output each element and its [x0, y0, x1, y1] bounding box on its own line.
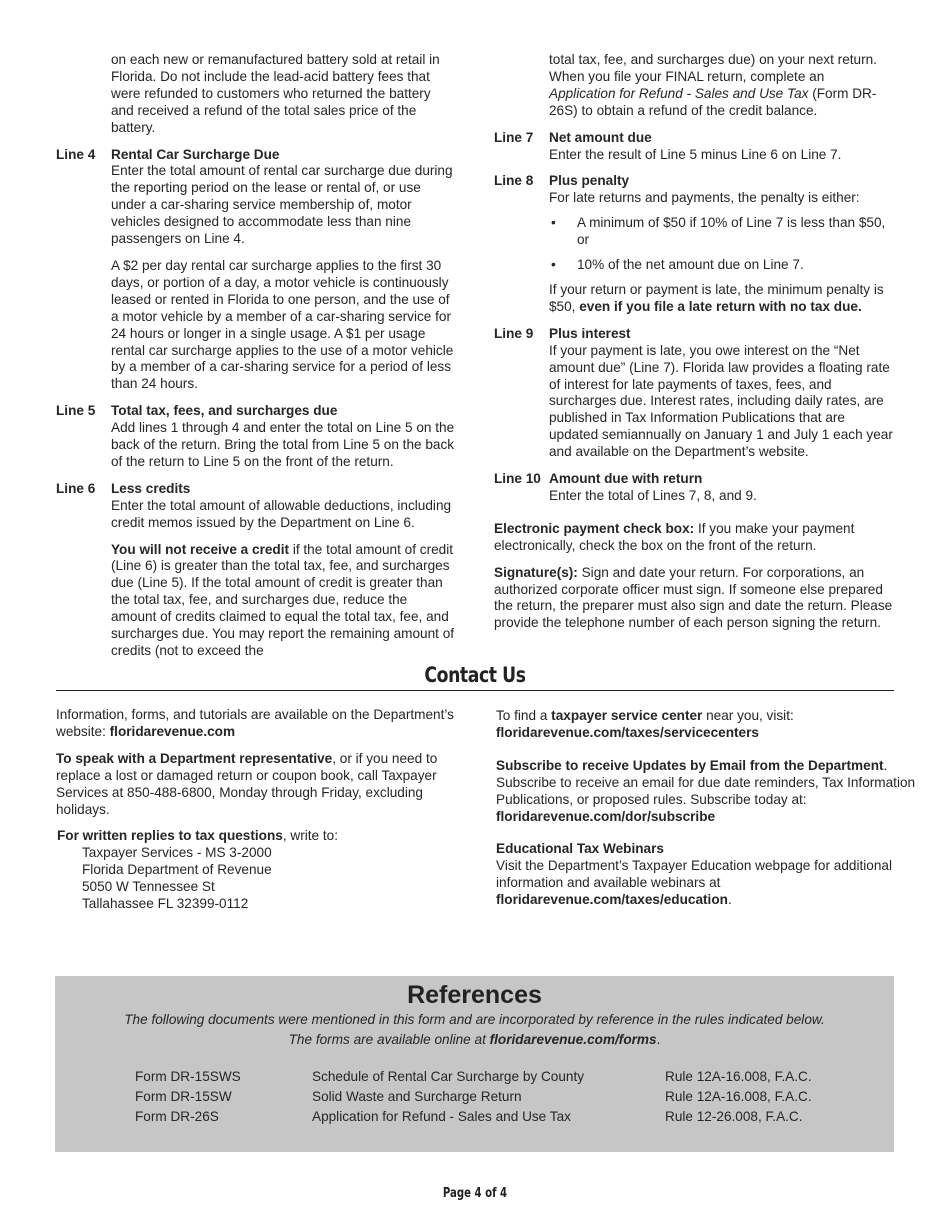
website-info — [56, 707, 466, 741]
service-bold: taxpayer service center — [551, 708, 703, 723]
address-line: Florida Department of Revenue — [82, 862, 272, 878]
subscribe-link[interactable]: floridarevenue.com/dor/subscribe — [496, 808, 716, 824]
contact-right-column — [496, 707, 916, 909]
service-center-info — [496, 708, 916, 742]
penalty-list — [549, 215, 894, 274]
references-table — [135, 1069, 855, 1129]
line-number: Line 7 — [494, 129, 534, 145]
line-title: Plus interest — [549, 325, 631, 341]
address-line: Tallahassee FL 32399-0112 — [82, 896, 249, 912]
right-column — [494, 52, 894, 632]
line-text: Enter the total amount of rental car surcharge due during the reporting period on the lease or rental of, or use under a car-sharing service membership of, motor vehicles designed to accommodate less than nine passengers on Line 4. — [111, 163, 453, 247]
line-6-section — [56, 481, 456, 660]
line-number: Line 9 — [494, 325, 534, 341]
service-text: To find a — [496, 708, 552, 723]
written-replies — [57, 828, 466, 845]
credit-warning-text: if the total amount of credit (Line 6) is greater than the total tax, fee, and surcharges due (Line 5). If the total amount of credit is greater than the total tax, fee, and surcharges due, reduce the amount of credits claimed to equal the total tax, fee, and surcharges due. You may report the remaining amount of credits (not to exceed the — [111, 541, 455, 658]
list-item: • 10% of the net amount due on Line 7. — [549, 257, 894, 274]
line-title: Less credits — [111, 480, 191, 496]
contact-us-header — [56, 663, 894, 691]
line-title: Total tax, fees, and surcharges due — [111, 403, 338, 419]
written-replies-text: , write to: — [282, 828, 338, 844]
continuation-text: total tax, fee, and surcharges due) on your next return. When you file your FINAL return, complete an — [549, 52, 877, 84]
mailing-address — [82, 845, 466, 913]
references-intro — [55, 1010, 894, 1050]
webinars-info — [496, 841, 916, 909]
line-text: Enter the total of Lines 7, 8, and 9. — [549, 487, 757, 503]
form-rule: Rule 12A-16.008, F.A.C. — [665, 1089, 812, 1104]
address-line: Taxpayer Services - MS 3-2000 — [82, 845, 272, 861]
intro-line — [55, 1030, 894, 1050]
forms-link[interactable]: floridarevenue.com/forms — [489, 1032, 657, 1047]
line-text: If your payment is late, you owe interest on the “Net amount due” (Line 7). Florida law provides a floating rate of interest for late payments of taxes, fees, and surcharges due. Interest rates, including daily rates, are published in Tax Information Publications that are updated semiannually on January 1 and July 1 each year and available on the Department’s website. — [549, 342, 893, 460]
subscribe-title: Subscribe to receive Updates by Email from the Department — [496, 757, 884, 773]
line-7-section — [494, 130, 894, 164]
line-4-section — [56, 147, 456, 394]
note-text: If you make your payment electronically, check the box on the front of the return. — [494, 520, 855, 553]
phone-info — [56, 751, 466, 819]
penalty-text: If your return or payment is late, the minimum penalty is $50, — [549, 281, 884, 314]
references-box — [55, 976, 894, 1152]
form-name: Form DR-15SW — [135, 1089, 232, 1104]
credit-warning-bold: You will not receive a credit — [111, 541, 290, 557]
electronic-payment-note — [494, 521, 894, 555]
form-rule: Rule 12A-16.008, F.A.C. — [665, 1069, 812, 1084]
references-title: References — [407, 981, 542, 1009]
line-text: For late returns and payments, the penalty is either: — [549, 190, 860, 206]
line-text: Add lines 1 through 4 and enter the total on Line 5 on the back of the return. Bring the total from Line 5 on the back of the return to Line 5 on the front of the return. — [111, 420, 455, 469]
penalty-bold: even if you file a late return with no tax due. — [579, 298, 862, 314]
refund-form-title: Application for Refund - Sales and Use Tax — [549, 85, 809, 101]
line-number: Line 4 — [56, 146, 96, 162]
subscribe-info — [496, 758, 916, 826]
contact-left-column — [56, 707, 466, 913]
line-title: Net amount due — [549, 129, 652, 145]
line-text: Enter the total amount of allowable deductions, including credit memos issued by the Department on Line 6. — [111, 497, 452, 530]
line-number: Line 5 — [56, 403, 96, 419]
line-title: Plus penalty — [549, 173, 630, 189]
webinars-title: Educational Tax Webinars — [496, 841, 664, 857]
battery-fee-continuation: on each new or remanufactured battery sold at retail in Florida. Do not include the lead-acid battery fees that were refunded to customers who returned the battery and received a refund of the total sales price of the battery. — [111, 52, 440, 135]
form-description: Application for Refund - Sales and Use Tax — [312, 1109, 571, 1124]
subscribe-dot: . — [883, 757, 888, 773]
line-10-section — [494, 471, 894, 505]
website-link[interactable]: floridarevenue.com — [109, 723, 236, 739]
credit-continuation — [549, 52, 894, 120]
left-column — [56, 52, 456, 660]
line-number: Line 6 — [56, 480, 96, 496]
written-replies-bold: For written replies to tax questions — [57, 828, 283, 844]
webinars-text: Visit the Department’s Taxpayer Education webpage for additional information and available webinars at — [496, 858, 892, 891]
signature-note — [494, 565, 894, 633]
form-description: Schedule of Rental Car Surcharge by County — [312, 1069, 585, 1084]
line-text: A $2 per day rental car surcharge applies to the first 30 days, or portion of a day, a motor vehicle is continuously leased or rented in Florida to one person, and the use of a motor vehicle by a member of a car-sharing service for 24 hours or longer in a single usage. A $1 per usage rental car surcharge applies to the use of a motor vehicle by a member of a car-sharing service for a period of less than 24 hours. — [111, 257, 454, 392]
note-label: Signature(s): — [494, 564, 578, 580]
line-9-section — [494, 326, 894, 461]
table-row — [135, 1089, 855, 1109]
phone-info-bold: To speak with a Department representative — [56, 750, 333, 766]
note-text: Sign and date your return. For corporations, an authorized corporate officer must sign. If someone else prepared the return, the preparer must also sign and date the return. Please provide the telephone number of each person signing the return. — [494, 564, 893, 631]
subscribe-text: Subscribe to receive an email for due date reminders, Tax Information Publications, or proposed rules. Subscribe today at: — [496, 774, 916, 807]
service-text: near you, visit: — [702, 708, 794, 723]
contact-us-title: Contact Us — [424, 663, 526, 687]
line-number: Line 10 — [494, 471, 541, 487]
credit-warning — [111, 542, 456, 660]
phone-info-text: , or if you need to replace a lost or damaged return or coupon book, call Taxpayer Services at 850-488-6800, Monday through Friday, excluding holidays. — [56, 750, 438, 817]
intro-text: The forms are available online at — [288, 1032, 490, 1047]
webinars-dot: . — [727, 892, 732, 908]
intro-dot: . — [656, 1032, 661, 1047]
line-title: Amount due with return — [549, 471, 703, 487]
table-row — [135, 1109, 855, 1129]
line-title: Rental Car Surcharge Due — [111, 146, 280, 162]
list-item: • A minimum of $50 if 10% of Line 7 is less than $50, or — [549, 215, 894, 249]
line-text: Enter the result of Line 5 minus Line 6 on Line 7. — [549, 146, 842, 162]
form-description: Solid Waste and Surcharge Return — [312, 1089, 522, 1104]
line-5-section — [56, 403, 456, 471]
note-label: Electronic payment check box: — [494, 520, 695, 536]
info-text: Information, forms, and tutorials are available on the Department’s website: — [56, 707, 454, 739]
form-rule: Rule 12-26.008, F.A.C. — [665, 1109, 803, 1124]
minimum-penalty-text — [549, 282, 894, 316]
continuation-text: (Form DR-26S) to obtain a refund of the credit balance. — [549, 85, 877, 118]
table-row — [135, 1069, 855, 1089]
intro-line: The following documents were mentioned in this form and are incorporated by reference in the rules indicated below. — [124, 1012, 825, 1027]
form-name: Form DR-15SWS — [135, 1069, 241, 1084]
page-number: Page 4 of 4 — [442, 1186, 508, 1201]
form-name: Form DR-26S — [135, 1109, 219, 1124]
line-number: Line 8 — [494, 173, 534, 189]
address-line: 5050 W Tennessee St — [82, 879, 215, 895]
service-centers-link[interactable]: floridarevenue.com/taxes/servicecenters — [496, 724, 759, 740]
education-link[interactable]: floridarevenue.com/taxes/education — [496, 892, 728, 908]
line-8-section — [494, 173, 894, 315]
